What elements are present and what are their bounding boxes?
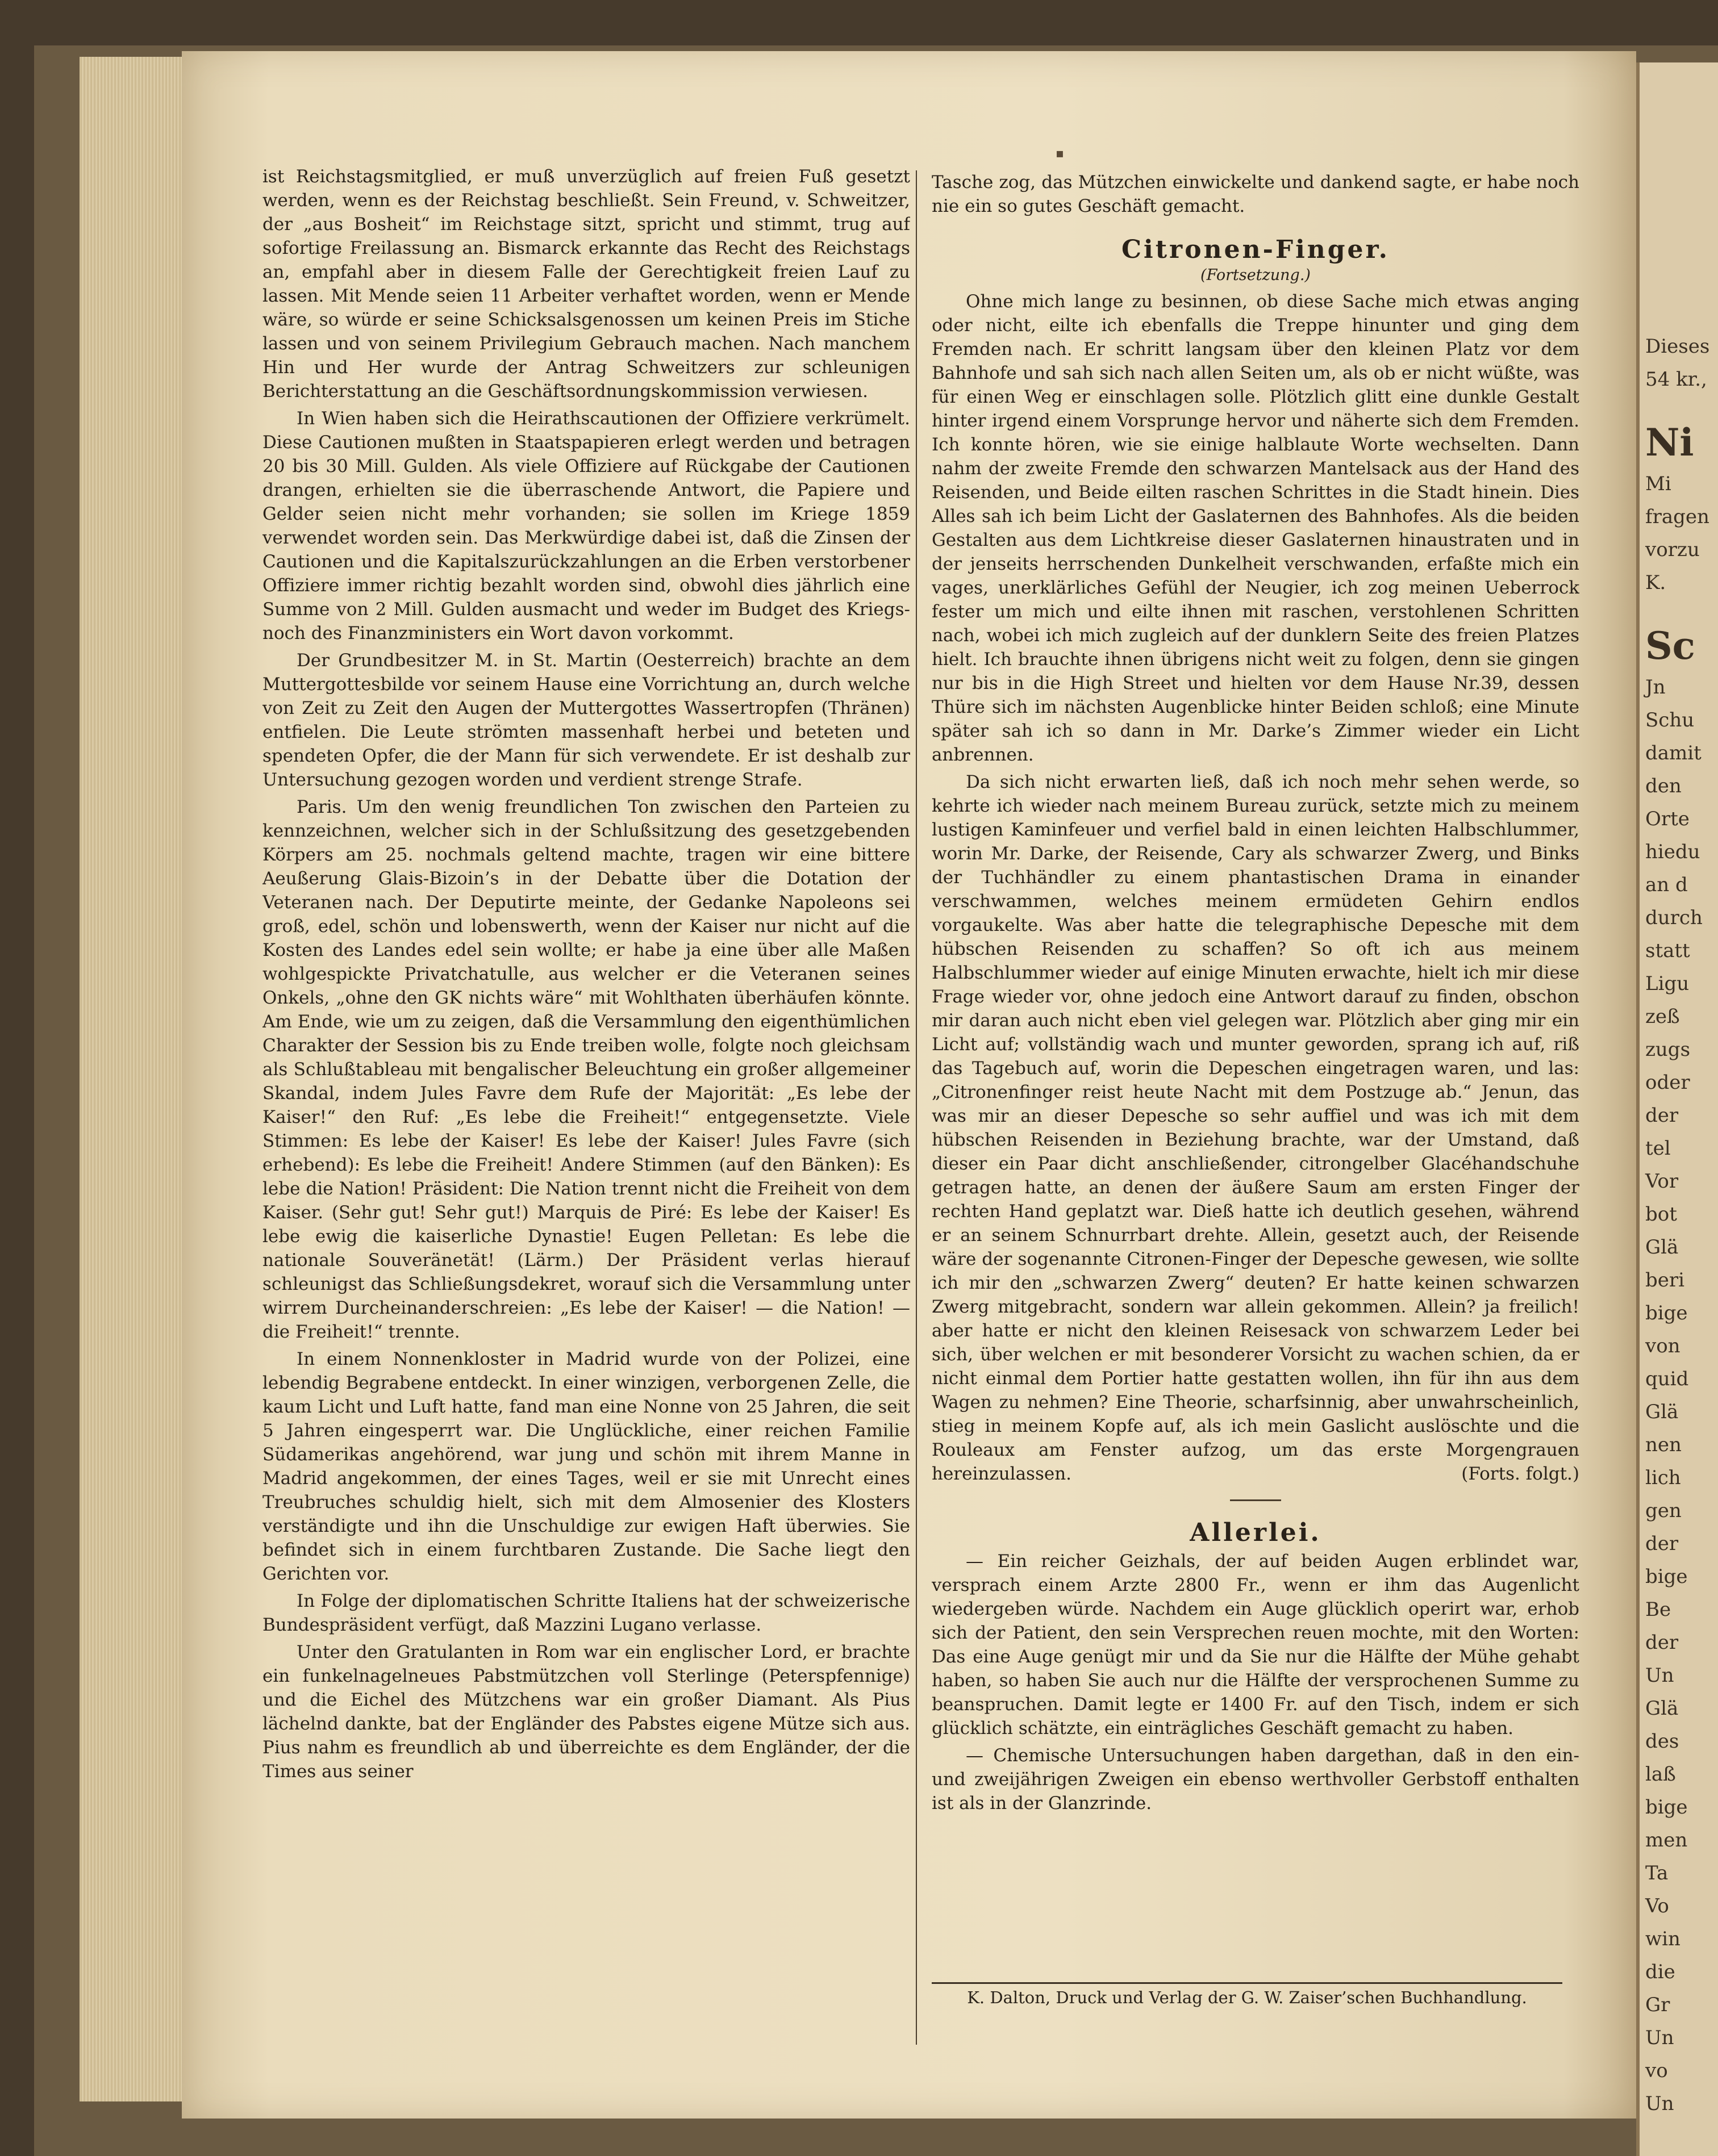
next-page-fragment: zugs bbox=[1645, 1038, 1691, 1061]
misc-item: — Ein reicher Geizhals, der auf beiden Augen erblindet war, versprach einem Arzte 2800 Fr., wenn er ihm das Augenlicht wiedergeben würde. Nachdem ein Auge glücklich operirt war, erhob sich der Patient, den sein Versprechen reuen mochte, mit den Worten: Das eine Auge genügt mir und da Sie nur die Hälfte der Mühe gehabt haben, so haben Sie auch nur die Hälfte der versprochenen Summe zu beanspruchen. Damit legte er 1400 Fr. auf den Tisch, indem er sich glücklich schätzte, ein einträgliches Geschäft gemacht zu haben. bbox=[932, 1551, 1579, 1739]
page-edges bbox=[80, 57, 194, 2101]
article-reichstag: ist Reichstagsmitglied, er muß unverzüglich auf freien Fuß gesetzt werden, wenn es der Reichstag beschließt. Sein Freund, v. Schweitzer, der „aus Bosheit“ im Reichstage sitzt, spricht und stimmt, trug auf sofortige Freilassung an. Bismarck erkannte das Recht des Reichstags an, empfahl aber in diesem Falle der Gerechtigkeit freien Lauf zu lassen. Mit Mende seien 11 Arbeiter verhaftet worden, wenn er Mende wäre, so würde er seine Schicksalsgenossen um keinen Preis im Stiche lassen und von seinem Privilegium Gebrauch machen. Nach manchem Hin und Her wurde der Antrag Schweitzers zur schleunigen Berichterstattung an die Geschäftsordnungskommission verwiesen. bbox=[262, 166, 910, 402]
next-page-fragment: hiedu bbox=[1645, 841, 1700, 863]
article-rom-continuation: Tasche zog, das Mützchen einwickelte und dankend sagte, er habe noch nie ein so gutes Geschäft gemacht. bbox=[932, 172, 1579, 216]
story-continued-note: (Forts. folgt.) bbox=[1461, 1464, 1579, 1484]
story-paragraph: Ohne mich lange zu besinnen, ob diese Sache mich etwas anging oder nicht, eilte ich ebenfalls die Treppe hinunter und ging dem Fremden nach. Er schritt langsam über den kleinen Platz vor dem Bahnhofe und sah sich nach allen Seiten um, als ob er nicht wüßte, was für einen Weg er einschlagen solle. Plötzlich glitt eine dunkle Gestalt hinter irgend einem Vorsprunge hervor und näherte sich dem Fremden. Ich konnte hören, wie sie einige halblaute Worte wechselten. Dann nahm der zweite Fremde den schwarzen Mantelsack aus der Hand des Reisenden, und Beide eilten raschen Schrittes in die Stadt hinein. Dies Alles sah ich beim Licht der Gaslaternen des Bahnhofes. Als die beiden Gestalten aus dem Lichtkreise dieser Gaslaternen hinaustraten und in der jenseits herrschenden Dunkelheit verschwanden, erfaßte mich ein vages, unerklärliches Gefühl der Neugier, ich zog meinen Ueberrock fester um mich und eilte ihnen mit raschen, verstohlenen Schritten nach, wobei ich mich zugleich auf der dunklern Seite des freien Platzes hielt. Ich brauchte ihnen übrigens nicht weit zu folgen, denn sie gingen nur bis in die High Street und hielten vor dem Hause Nr.39, dessen Thüre sich im nächsten Augenblicke hinter Beiden schloß; eine Minute später sah ich so dann in Mr. Darke’s Zimmer wieder ein Licht anbrennen. bbox=[932, 291, 1579, 765]
next-page-fragment: beri bbox=[1645, 1269, 1685, 1292]
next-page-fragment: statt bbox=[1645, 939, 1690, 962]
next-page-fragment: Vor bbox=[1645, 1170, 1679, 1193]
next-page-fragment: Dieses bbox=[1645, 335, 1710, 358]
next-page-fragment: den bbox=[1645, 775, 1682, 797]
next-page-fragment: vo bbox=[1645, 2059, 1668, 2082]
left-column bbox=[262, 165, 910, 2050]
next-page-fragment: fragen bbox=[1645, 505, 1709, 528]
misc-item: — Chemische Untersuchungen haben dargethan, daß in den ein- und zweijährigen Zweigen ein ebenso werthvoller Gerbstoff enthalten ist als in der Glanzrinde. bbox=[932, 1745, 1579, 1814]
next-page-fragment: gen bbox=[1645, 1499, 1682, 1522]
story-paragraph: Da sich nicht erwarten ließ, daß ich noch mehr sehen werde, so kehrte ich wieder nach meinem Bureau zurück, setzte mich zu meinem lustigen Kaminfeuer und verfiel bald in einen leichten Halbschlummer, worin Mr. Darke, der Reisende, Cary als schwarzer Zwerg, und Binks der Tuchhändler zu einem phantastischen Drama in einander verschwammen, welches meinem ermüdeten Gehirn endlos vorgaukelte. Was aber hatte die telegraphische Depesche mit dem hübschen Reisenden zu schaffen? So oft ich aus meinem Halbschlummer wieder auf einige Minuten erwachte, hielt ich mir diese Frage wieder vor, ohne jedoch eine Antwort darauf zu finden, obschon mir daran auch nicht eben viel gelegen war. Plötzlich aber ging mir ein Licht auf; vollständig wach und munter geworden, sprang ich auf, riß das Tagebuch auf, worin die Depeschen eingetragen waren, und las: „Citronenfinger reist heute Nacht mit dem Postzuge ab.“ Jenun, das was mir an dieser Depesche so sehr auffiel und was ich mit dem hübschen Reisenden in Beziehung brachte, war der Umstand, daß dieser ein Paar dicht anschließender, citrongelber Glacéhandschuhe getragen hatte, an denen der äußere Saum am ersten Finger der rechten Hand geplatzt war. Dieß hatte ich deutlich gesehen, während er an seinem Schnurrbart drehte. Allein, gesetzt auch, der Reisende wäre der sogenannte Citronen-Finger der Depesche gewesen, wie sollte ich mir den „schwarzen Zwerg“ deuten? Er hatte keinen schwarzen Zwerg mitgebracht, sondern war allein gekommen. Allein? ja freilich! aber hatte er nicht den kleinen Reisesack von schwarzem Leder bei sich, über welchen er mit besonderer Vorsicht zu wachen schien, da er nicht einmal dem Portier hatte gestatten wollen, ihn für ihn aus dem Wagen zu nehmen? Eine Theorie, scharfsinnig, aber unwahrscheinlich, stieg in meinem Kopfe auf, als ich mein Gaslicht auslöschte und die Rouleaux am Fenster aufzog, um das erste Morgengrauen hereinzulassen. bbox=[932, 772, 1579, 1484]
next-page-fragment: Schu bbox=[1645, 709, 1695, 732]
next-page-fragment: der bbox=[1645, 1532, 1679, 1555]
article-paris: Paris. Um den wenig freundlichen Ton zwischen den Parteien zu kennzeichnen, welcher sich in der Schlußsitzung des gesetzgebenden Körpers am 25. nochmals geltend machte, tragen wir eine bittere Aeußerung Glais-Bizoin’s in der Debatte über die Dotation der Veteranen nach. Der Deputirte meinte, der Gedanke Napoleons sei groß, edel, schön und lobenswerth, wenn der Kaiser nur nicht auf die Kosten des Landes edel sein wollte; er habe ja eine über alle Maßen wohlgespickte Privatchatulle, aus welcher er die Veteranen seines Onkels, „ohne den GK nichts wäre“ mit Wohlthaten überhäufen könnte. Am Ende, wie um zu zeigen, daß die Versammlung den eigenthümlichen Charakter der Session bis zu Ende treiben wolle, folgte noch gleichsam als Schlußtableau mit bengalischer Beleuchtung ein großer allgemeiner Skandal, indem Jules Favre dem Rufe der Majorität: „Es lebe der Kaiser!“ den Ruf: „Es lebe die Freiheit!“ entgegensetzte. Viele Stimmen: Es lebe der Kaiser! Es lebe der Kaiser! Jules Favre (sich erhebend): Es lebe die Freiheit! Andere Stimmen (auf den Bänken): Es lebe die Nation! Präsident: Die Nation trennt nicht die Freiheit von dem Kaiser. (Sehr gut! Sehr gut!) Marquis de Piré: Es lebe der Kaiser! Es lebe ewig die kaiserliche Dynastie! Eugen Pelletan: Es lebe die nationale Souveränetät! (Lärm.) Der Präsident verlas hierauf schleunigst das Schließungsdekret, worauf sich die Versammlung unter wirrem Durcheinanderschreien: „Es lebe der Kaiser! — die Nation! — die Freiheit!“ trennte. bbox=[262, 797, 910, 1342]
next-page-fragment: durch bbox=[1645, 906, 1703, 929]
story-subtitle: (Fortsetzung.) bbox=[1200, 266, 1311, 284]
next-page-fragment: Un bbox=[1645, 2027, 1674, 2049]
next-page-fragment: Glä bbox=[1645, 1401, 1679, 1423]
next-page-fragment: von bbox=[1645, 1335, 1681, 1357]
right-column bbox=[932, 170, 1579, 2056]
next-page-fragment: Glä bbox=[1645, 1236, 1679, 1259]
article-wien: In Wien haben sich die Heirathscautionen der Offiziere verkrümelt. Diese Cautionen mußten in Staatspapieren erlegt werden und betragen 20 bis 30 Mill. Gulden. Als viele Offiziere auf Rückgabe der Cautionen drangen, erhielten sie die überraschende Antwort, die Papiere und Gelder seien nicht mehr vorhanden; sie sollen im Kriege 1859 verwendet worden sein. Das Merkwürdige dabei ist, daß die Zinsen der Cautionen und die Kapitalszurückzahlungen an die Erben verstorbener Offiziere immer richtig bezahlt worden sind, obwohl dies jährlich eine Summe von 2 Mill. Gulden ausmacht und weder im Budget des Kriegs- noch des Finanzministers ein Wort davon vorkommt. bbox=[262, 408, 910, 644]
next-page-fragment: K. bbox=[1645, 571, 1666, 594]
next-page-fragment: zeß bbox=[1645, 1005, 1680, 1028]
next-page-fragment: an d bbox=[1645, 874, 1688, 896]
next-page-fragment: Un bbox=[1645, 1664, 1674, 1687]
next-page-fragment: Ligu bbox=[1645, 972, 1690, 995]
next-page-fragment: 54 kr., bbox=[1645, 368, 1707, 391]
next-page-fragment: der bbox=[1645, 1104, 1679, 1127]
next-page-fragment: bot bbox=[1645, 1203, 1677, 1226]
next-page-edge bbox=[1636, 62, 1718, 2156]
article-st-martin: Der Grundbesitzer M. in St. Martin (Oesterreich) brachte an dem Muttergottesbilde vor seinem Hause eine Vorrichtung an, durch welche von Zeit zu Zeit den Augen der Muttergottes Wassertropfen (Thränen) entfielen. Die Leute strömten massenhaft herbei und beteten und spendeten Opfer, die der Mann für sich verwendete. Er ist deshalb zur Untersuchung gezogen worden und verdient strenge Strafe. bbox=[262, 650, 910, 790]
article-mazzini: In Folge der diplomatischen Schritte Italiens hat der schweizerische Bundespräsident verfügt, daß Mazzini Lugano verlasse. bbox=[262, 1591, 910, 1635]
next-page-fragment: oder bbox=[1645, 1071, 1690, 1094]
next-page-fragment: tel bbox=[1645, 1137, 1671, 1160]
next-page-fragment: laß bbox=[1645, 1763, 1676, 1786]
next-page-fragment: Jn bbox=[1645, 676, 1666, 699]
next-page-fragment: bige bbox=[1645, 1302, 1688, 1324]
next-page-fragment: Ni bbox=[1645, 420, 1694, 465]
next-page-fragment: der bbox=[1645, 1631, 1679, 1654]
next-page-fragment: bige bbox=[1645, 1796, 1688, 1819]
section-separator bbox=[1230, 1499, 1281, 1501]
misc-title: Allerlei. bbox=[1190, 1518, 1321, 1547]
next-page-fragment: des bbox=[1645, 1730, 1679, 1753]
next-page-fragment: damit bbox=[1645, 742, 1702, 764]
next-page-fragment: Vo bbox=[1645, 1895, 1669, 1917]
next-page-fragment: nen bbox=[1645, 1434, 1682, 1456]
article-rom: Unter den Gratulanten in Rom war ein englischer Lord, er brachte ein funkelnagelneues Pabstmützchen voll Sterlinge (Peterspfennige) und die Eichel des Mützchens war ein großer Diamant. Als Pius lächelnd dankte, bat der Engländer des Pabstes eigene Mütze sich aus. Pius nahm es freundlich ab und überreichte es dem Engländer, der die Times aus seiner bbox=[262, 1642, 910, 1782]
next-page-fragment: Sc bbox=[1645, 624, 1695, 668]
next-page-fragment: quid bbox=[1645, 1368, 1689, 1390]
article-madrid: In einem Nonnenkloster in Madrid wurde von der Polizei, eine lebendig Begrabene entdeckt. In einer winzigen, verborgenen Zelle, die kaum Licht und Luft hatte, fand man eine Nonne von 25 Jahren, die seit 5 Jahren eingesperrt war. Die Unglückliche, einer reichen Familie Südamerikas angehörend, war jung und schön mit ihrem Manne in Madrid angekommen, der eines Tages, weil er sie mit Unrecht eines Treubruches schuldig hielt, sich mit dem Almosenier des Klosters verständigte und ihn die Unschuldige zur ewigen Haft überwies. Sie befindet sich in einem furchtbaren Zustande. Die Sache liegt den Gerichten vor. bbox=[262, 1349, 910, 1584]
next-page-fragment: die bbox=[1645, 1961, 1675, 1983]
column-divider bbox=[916, 170, 917, 2045]
next-page-fragment: Mi bbox=[1645, 473, 1671, 495]
footer-rule bbox=[932, 1982, 1562, 1984]
next-page-fragment: win bbox=[1645, 1928, 1681, 1950]
imprint: K. Dalton, Druck und Verlag der G. W. Zaiser’schen Buchhandlung. bbox=[967, 1988, 1527, 2007]
next-page-fragment: Un bbox=[1645, 2092, 1674, 2115]
next-page-fragment: men bbox=[1645, 1829, 1688, 1852]
page-mark: ▪ bbox=[1056, 147, 1064, 161]
next-page-fragment: vorzu bbox=[1645, 538, 1700, 561]
next-page-fragment: Orte bbox=[1645, 808, 1690, 830]
next-page-fragment: Ta bbox=[1645, 1862, 1669, 1885]
next-page-fragment: Gr bbox=[1645, 1994, 1670, 2016]
next-page-fragment: Be bbox=[1645, 1598, 1671, 1621]
next-page-fragment: Glä bbox=[1645, 1697, 1679, 1720]
next-page-fragment: lich bbox=[1645, 1466, 1681, 1489]
next-page-fragment: bige bbox=[1645, 1565, 1688, 1588]
story-title: Citronen-Finger. bbox=[1121, 235, 1390, 264]
